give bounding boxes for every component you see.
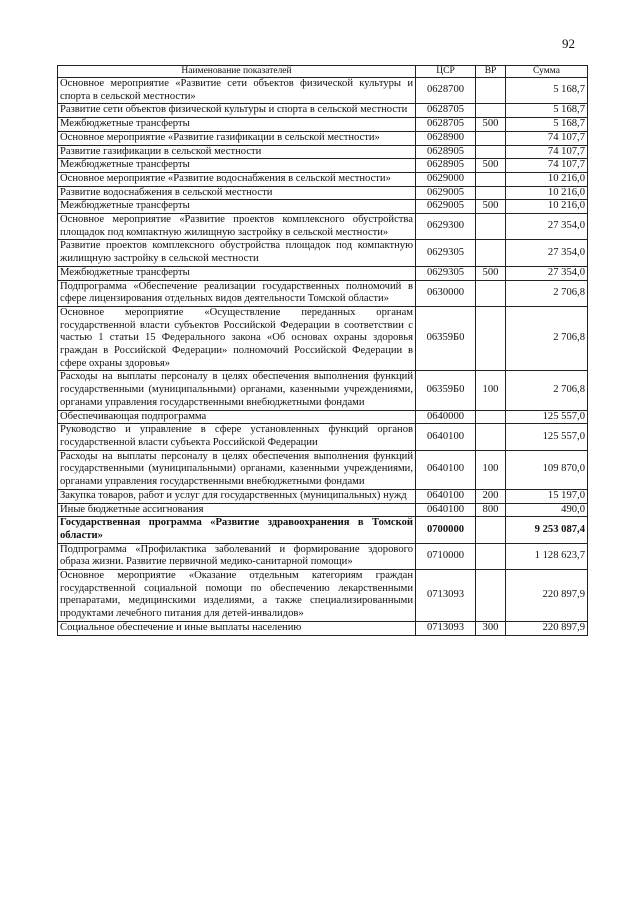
row-csr-cell: 0640100 (416, 450, 476, 489)
row-name-cell: Основное мероприятие «Развитие газификации в сельской местности» (58, 131, 416, 145)
page-number: 92 (562, 36, 575, 51)
row-csr-cell: 0628900 (416, 131, 476, 145)
row-csr-cell: 0630000 (416, 280, 476, 306)
row-csr-cell: 0629305 (416, 240, 476, 266)
table-row (58, 517, 588, 543)
row-sum-cell: 27 354,0 (506, 240, 588, 266)
row-name-cell: Подпрограмма «Профилактика заболеваний и формирование здорового образа жизни. Развитие первичной медико-санитарной помощи» (58, 543, 416, 569)
row-name-cell: Межбюджетные трансферты (58, 159, 416, 173)
row-sum-cell: 10 216,0 (506, 172, 588, 186)
row-name-cell: Развитие водоснабжения в сельской местности (58, 186, 416, 200)
row-csr-cell: 06359Б0 (416, 371, 476, 410)
header-sum: Сумма (506, 66, 588, 78)
table-row (58, 104, 588, 118)
table-row (58, 424, 588, 450)
row-csr-cell: 0628705 (416, 118, 476, 132)
table-row (58, 266, 588, 280)
row-vr-cell: 100 (476, 371, 506, 410)
row-csr-cell: 0640100 (416, 503, 476, 517)
row-name-cell: Расходы на выплаты персоналу в целях обеспечения выполнения функций государственными (муниципальными) органами, казенными учреждениями, органами управления государственными внебюджетными фондами (58, 450, 416, 489)
row-name-cell: Основное мероприятие «Осуществление переданных органам государственной власти субъектов Российской Федерации в соответствии с частью 1 статьи 15 Федерального закона «Об основах охраны здоровья граждан в Российской Федерации» полномочий Российской Федерации в сфере охраны здоровья» (58, 306, 416, 371)
row-name-cell: Руководство и управление в сфере установленных функций органов государственной власти субъекта Российской Федерации (58, 424, 416, 450)
row-name-cell: Развитие сети объектов физической культуры и спорта в сельской местности (58, 104, 416, 118)
table-row (58, 489, 588, 503)
row-vr-cell: 500 (476, 159, 506, 173)
row-csr-cell: 0629005 (416, 200, 476, 214)
row-vr-cell (476, 306, 506, 371)
row-sum-cell: 125 557,0 (506, 410, 588, 424)
table-row (58, 621, 588, 635)
row-vr-cell (476, 543, 506, 569)
table-row (58, 145, 588, 159)
row-name-cell: Основное мероприятие «Развитие водоснабжения в сельской местности» (58, 172, 416, 186)
row-vr-cell: 500 (476, 266, 506, 280)
row-sum-cell: 74 107,7 (506, 159, 588, 173)
row-csr-cell: 06359Б0 (416, 306, 476, 371)
row-vr-cell: 100 (476, 450, 506, 489)
header-name: Наименование показателей (58, 66, 416, 78)
row-csr-cell: 0629305 (416, 266, 476, 280)
row-vr-cell (476, 145, 506, 159)
row-name-cell: Развитие проектов комплексного обустройства площадок под компактную жилищную застройку в сельской местности (58, 240, 416, 266)
row-vr-cell: 500 (476, 200, 506, 214)
row-sum-cell: 74 107,7 (506, 131, 588, 145)
row-sum-cell: 10 216,0 (506, 186, 588, 200)
row-csr-cell: 0629005 (416, 186, 476, 200)
row-sum-cell: 490,0 (506, 503, 588, 517)
row-csr-cell: 0700000 (416, 517, 476, 543)
table-row (58, 172, 588, 186)
row-sum-cell: 10 216,0 (506, 200, 588, 214)
table-body (58, 78, 588, 636)
row-name-cell: Закупка товаров, работ и услуг для государственных (муниципальных) нужд (58, 489, 416, 503)
row-name-cell: Расходы на выплаты персоналу в целях обеспечения выполнения функций государственными (муниципальными) органами, казенными учреждениями, органами управления государственными внебюджетными фондами (58, 371, 416, 410)
row-vr-cell (476, 214, 506, 240)
table-row (58, 240, 588, 266)
header-vr: ВР (476, 66, 506, 78)
table-row (58, 186, 588, 200)
budget-table (57, 65, 588, 636)
row-csr-cell: 0640100 (416, 489, 476, 503)
table-row (58, 306, 588, 371)
row-vr-cell (476, 570, 506, 622)
row-name-cell: Развитие газификации в сельской местности (58, 145, 416, 159)
row-name-cell: Иные бюджетные ассигнования (58, 503, 416, 517)
row-sum-cell: 74 107,7 (506, 145, 588, 159)
row-name-cell: Основное мероприятие «Развитие сети объектов физической культуры и спорта в сельской местности» (58, 78, 416, 104)
row-csr-cell: 0640100 (416, 424, 476, 450)
row-vr-cell: 300 (476, 621, 506, 635)
row-vr-cell (476, 78, 506, 104)
row-vr-cell (476, 104, 506, 118)
row-name-cell: Межбюджетные трансферты (58, 266, 416, 280)
table-header-row (58, 66, 588, 78)
table-row (58, 118, 588, 132)
row-csr-cell: 0629300 (416, 214, 476, 240)
row-name-cell: Социальное обеспечение и иные выплаты населению (58, 621, 416, 635)
row-csr-cell: 0628700 (416, 78, 476, 104)
row-vr-cell (476, 410, 506, 424)
row-sum-cell: 9 253 087,4 (506, 517, 588, 543)
row-vr-cell (476, 240, 506, 266)
row-name-cell: Государственная программа «Развитие здравоохранения в Томской области» (58, 517, 416, 543)
row-vr-cell (476, 172, 506, 186)
row-vr-cell: 500 (476, 118, 506, 132)
table-row (58, 214, 588, 240)
table-row (58, 280, 588, 306)
row-sum-cell: 15 197,0 (506, 489, 588, 503)
row-name-cell: Обеспечивающая подпрограмма (58, 410, 416, 424)
row-csr-cell: 0640000 (416, 410, 476, 424)
table-row (58, 410, 588, 424)
row-sum-cell: 220 897,9 (506, 570, 588, 622)
table-row (58, 450, 588, 489)
table-row (58, 371, 588, 410)
row-name-cell: Межбюджетные трансферты (58, 118, 416, 132)
row-sum-cell: 125 557,0 (506, 424, 588, 450)
row-vr-cell: 200 (476, 489, 506, 503)
row-csr-cell: 0713093 (416, 621, 476, 635)
row-vr-cell: 800 (476, 503, 506, 517)
row-vr-cell (476, 424, 506, 450)
row-sum-cell: 2 706,8 (506, 280, 588, 306)
row-csr-cell: 0629000 (416, 172, 476, 186)
row-vr-cell (476, 186, 506, 200)
row-vr-cell (476, 131, 506, 145)
row-sum-cell: 109 870,0 (506, 450, 588, 489)
row-sum-cell: 2 706,8 (506, 371, 588, 410)
row-csr-cell: 0628905 (416, 145, 476, 159)
row-csr-cell: 0713093 (416, 570, 476, 622)
table-row (58, 131, 588, 145)
table-row (58, 78, 588, 104)
row-name-cell: Подпрограмма «Обеспечение реализации государственных полномочий в сфере лицензирования отдельных видов деятельности Томской области» (58, 280, 416, 306)
row-name-cell: Основное мероприятие «Развитие проектов комплексного обустройства площадок под компактную жилищную застройку в сельской местности» (58, 214, 416, 240)
row-csr-cell: 0710000 (416, 543, 476, 569)
header-csr: ЦСР (416, 66, 476, 78)
row-sum-cell: 5 168,7 (506, 78, 588, 104)
row-csr-cell: 0628905 (416, 159, 476, 173)
row-sum-cell: 220 897,9 (506, 621, 588, 635)
row-name-cell: Межбюджетные трансферты (58, 200, 416, 214)
row-sum-cell: 27 354,0 (506, 266, 588, 280)
row-csr-cell: 0628705 (416, 104, 476, 118)
table-row (58, 200, 588, 214)
row-vr-cell (476, 517, 506, 543)
row-sum-cell: 5 168,7 (506, 104, 588, 118)
table-row (58, 570, 588, 622)
table-row (58, 503, 588, 517)
row-sum-cell: 27 354,0 (506, 214, 588, 240)
row-name-cell: Основное мероприятие «Оказание отдельным категориям граждан государственной социальной помощи по обеспечению лекарственными препаратами, медицинскими изделиями, а также специализированными продуктами лечебного питания для детей-инвалидов» (58, 570, 416, 622)
row-sum-cell: 2 706,8 (506, 306, 588, 371)
row-sum-cell: 1 128 623,7 (506, 543, 588, 569)
table-row (58, 159, 588, 173)
row-sum-cell: 5 168,7 (506, 118, 588, 132)
table-row (58, 543, 588, 569)
row-vr-cell (476, 280, 506, 306)
